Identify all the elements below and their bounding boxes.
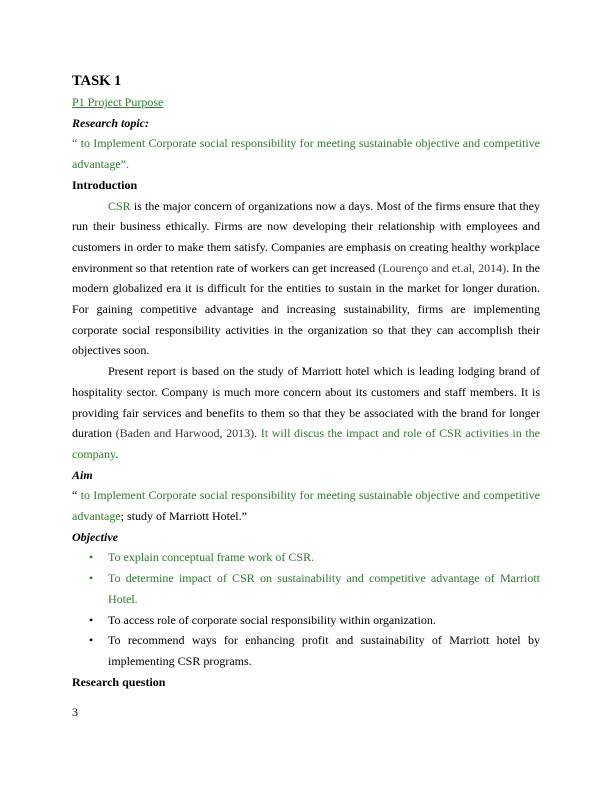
- citation: (Lourenço and et.al, 2014): [378, 260, 507, 275]
- list-item: • To explain conceptual frame work of CSR.: [72, 547, 540, 568]
- csr-lead: CSR: [108, 198, 131, 213]
- aim-heading: Aim: [72, 467, 93, 482]
- objective-heading: Objective: [72, 529, 118, 544]
- list-item: • To access role of corporate social responsibility within organization.: [72, 610, 540, 631]
- list-item: • To determine impact of CSR on sustainability and competitive advantage of Marriott Hotel.: [72, 568, 540, 609]
- bullet-icon: •: [89, 633, 94, 648]
- research-topic-text: “ to Implement Corporate social responsibility for meeting sustainable objective and competitive advantage”.: [72, 136, 540, 172]
- section-link-p1[interactable]: P1 Project Purpose: [72, 95, 164, 109]
- introduction-paragraph-1: CSR is the major concern of organizations now a days. Most of the firms ensure that they run their business ethically. Firms are now developing their relationship with employees and customers in order to make them satisfy. Companies are emphasis on creating healthy workplace environment so that retention rate of workers can get increased (Lourenço and et.al, 2014). In the modern globalized era it is difficult for the entities to sustain in the market for longer duration. For gaining competitive advantage and increasing sustainability, firms are implementing corporate social responsibility activities in the organization so that they can accomplish their objectives soon.: [72, 198, 540, 358]
- page-number: 3: [72, 705, 78, 719]
- document-page: [72, 70, 540, 692]
- citation: (Baden and Harwood, 2013): [115, 426, 255, 441]
- introduction-heading: Introduction: [72, 177, 138, 192]
- highlighted-sentence: It will discus the impact and role of CSR activities in the company: [72, 426, 540, 461]
- bullet-icon: •: [89, 571, 94, 586]
- research-question-heading: Research question: [72, 674, 166, 689]
- research-topic-label: Research topic:: [72, 115, 149, 130]
- task-heading: TASK 1: [72, 73, 122, 89]
- list-item: • To recommend ways for enhancing profit and sustainability of Marriott hotel by implementing CSR programs.: [72, 630, 540, 671]
- bullet-icon: •: [89, 612, 94, 627]
- introduction-paragraph-2: Present report is based on the study of Marriott hotel which is leading lodging brand of hospitality sector. Company is much more concern about its customers and staff members. It is providing fair services and benefits to them so that they be associated with the brand for longer duration (Baden and Harwood, 2013). It will discus the impact and role of CSR activities in the company.: [72, 364, 540, 461]
- objective-list: [72, 547, 540, 671]
- bullet-icon: •: [89, 550, 94, 565]
- aim-text: “ to Implement Corporate social responsibility for meeting sustainable objective and competitive advantage; study of Marriott Hotel.”: [72, 488, 540, 524]
